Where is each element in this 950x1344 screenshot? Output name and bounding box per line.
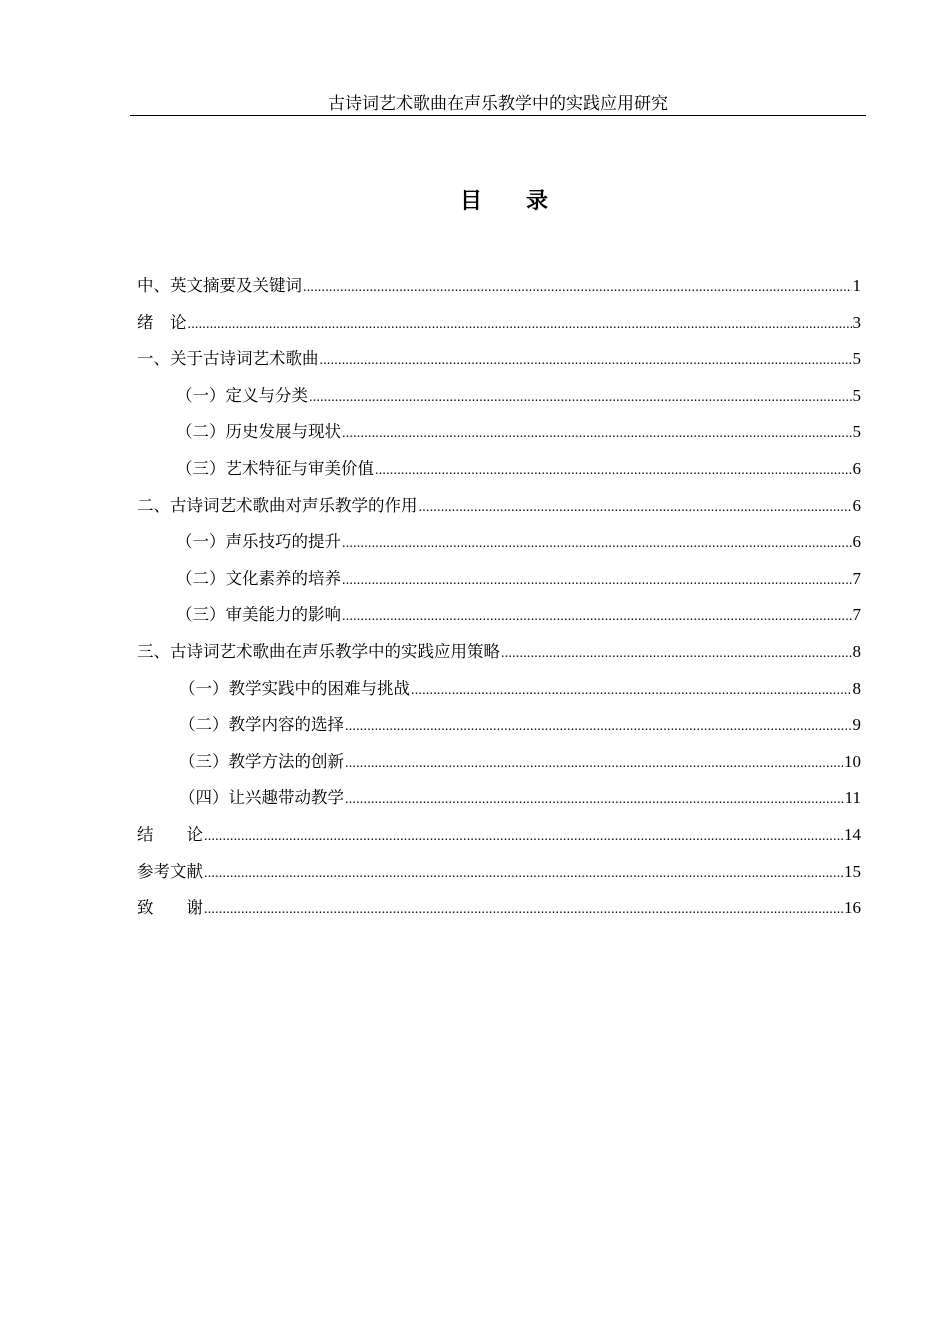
- toc-entry[interactable]: [137, 310, 861, 347]
- dot-leader: [411, 676, 852, 704]
- toc-entry[interactable]: [137, 895, 861, 932]
- page-title: [0, 184, 950, 215]
- toc-entry-label: 结 论: [137, 824, 203, 844]
- toc-entry[interactable]: [137, 419, 861, 456]
- toc-entry-page: 14: [844, 824, 861, 844]
- toc-entry[interactable]: [137, 859, 861, 896]
- toc-entry-label: （四）让兴趣带动教学: [179, 788, 344, 808]
- toc-entry-page: 5: [852, 349, 861, 369]
- table-of-contents: [137, 273, 861, 932]
- toc-entry-label: 一、关于古诗词艺术歌曲: [137, 349, 319, 369]
- toc-entry[interactable]: [137, 602, 861, 639]
- dot-leader: [188, 310, 852, 338]
- toc-entry[interactable]: [137, 383, 861, 420]
- toc-entry[interactable]: [137, 749, 861, 786]
- toc-entry-page: 8: [852, 678, 861, 698]
- dot-leader: [501, 639, 852, 667]
- toc-entry-page: 7: [852, 568, 861, 588]
- toc-entry[interactable]: [137, 346, 861, 383]
- dot-leader: [345, 712, 852, 740]
- toc-entry-page: 1: [852, 276, 861, 295]
- toc-entry[interactable]: [137, 676, 861, 713]
- toc-entry-page: 10: [844, 751, 861, 771]
- toc-entry-page: 5: [852, 422, 861, 442]
- toc-entry-page: 7: [852, 605, 861, 625]
- toc-entry-label: （三）艺术特征与审美价值: [176, 458, 374, 478]
- toc-entry-label: （二）教学内容的选择: [179, 715, 344, 735]
- dot-leader: [342, 566, 852, 594]
- title-char-2: 录: [526, 188, 549, 214]
- dot-leader: [320, 346, 852, 374]
- toc-entry-label: （一）声乐技巧的提升: [176, 532, 341, 552]
- toc-entry-page: 9: [852, 715, 861, 735]
- toc-entry-page: 5: [852, 385, 861, 405]
- dot-leader: [419, 493, 852, 521]
- toc-entry-label: （一）定义与分类: [176, 385, 308, 405]
- dot-leader: [309, 383, 852, 411]
- toc-entry[interactable]: [137, 493, 861, 530]
- toc-entry-page: 11: [844, 788, 861, 808]
- header-rule: [130, 115, 866, 116]
- toc-entry-label: 参考文献: [137, 861, 203, 881]
- toc-entry-label: 二、古诗词艺术歌曲对声乐教学的作用: [137, 495, 418, 515]
- toc-entry[interactable]: [137, 785, 861, 822]
- dot-leader: [342, 602, 852, 630]
- toc-entry-page: 6: [852, 495, 861, 515]
- dot-leader: [345, 749, 843, 777]
- toc-entry-label: 致 谢: [137, 898, 203, 918]
- dot-leader: [345, 785, 844, 813]
- running-header: 古诗词艺术歌曲在声乐教学中的实践应用研究: [328, 94, 668, 114]
- toc-entry-page: 6: [852, 532, 861, 552]
- toc-entry[interactable]: [137, 822, 861, 859]
- toc-entry[interactable]: [137, 566, 861, 603]
- toc-entry-page: 16: [844, 898, 861, 918]
- dot-leader: [303, 273, 852, 301]
- toc-entry-label: （二）历史发展与现状: [176, 422, 341, 442]
- toc-entry[interactable]: [137, 712, 861, 749]
- toc-entry-page: 3: [852, 312, 861, 332]
- toc-entry-label: 绪 论: [137, 312, 187, 332]
- dot-leader: [342, 529, 852, 557]
- toc-entry-page: 15: [844, 861, 861, 881]
- dot-leader: [342, 419, 852, 447]
- toc-entry-page: 8: [852, 641, 861, 661]
- toc-entry-label: （三）教学方法的创新: [179, 751, 344, 771]
- toc-entry[interactable]: [137, 639, 861, 676]
- toc-entry[interactable]: [137, 529, 861, 566]
- toc-entry-label: 三、古诗词艺术歌曲在声乐教学中的实践应用策略: [137, 641, 500, 661]
- toc-entry-page: 6: [852, 458, 861, 478]
- dot-leader: [204, 895, 843, 923]
- title-char-1: 目: [459, 188, 482, 214]
- toc-entry-label: （一）教学实践中的困难与挑战: [179, 678, 410, 698]
- dot-leader: [204, 822, 843, 850]
- dot-leader: [204, 859, 843, 887]
- toc-entry-label: （三）审美能力的影响: [176, 605, 341, 625]
- dot-leader: [375, 456, 852, 484]
- toc-entry[interactable]: [137, 273, 861, 310]
- toc-entry-label: （二）文化素养的培养: [176, 568, 341, 588]
- toc-entry[interactable]: [137, 456, 861, 493]
- toc-entry-label: 中、英文摘要及关键词: [137, 276, 302, 295]
